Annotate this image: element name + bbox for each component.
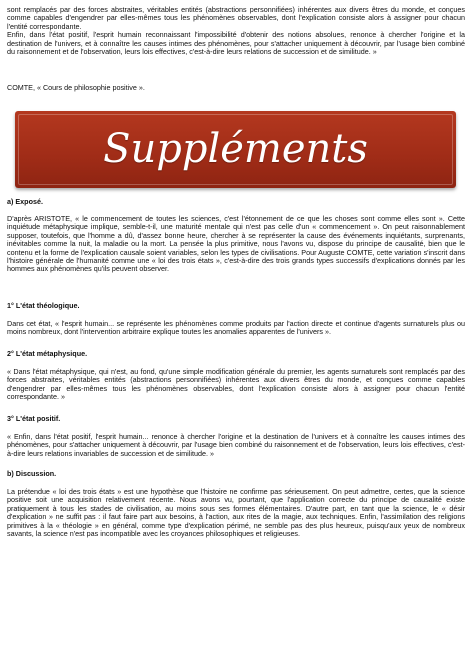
section-heading-expose: a) Exposé.: [7, 197, 43, 206]
citation: [7, 84, 465, 92]
intro-section: [7, 6, 465, 56]
intro-paragraph-1: sont remplacés par des forces abstraites, véritables entités (abstractions personnifiées) inhérentes aux divers êtres du monde, et conçues comme capables d'engendrer par elles-mêmes tous les phénomènes observables, dont l'explication consiste alors à assigner pour chacun l'entité correspondante.: [7, 5, 465, 31]
expose-heading-block: [7, 198, 465, 206]
metaphysique-heading-block: [7, 350, 465, 358]
theologique-heading-block: [7, 302, 465, 310]
section-heading-theologique: 1° L'état théologique.: [7, 301, 80, 310]
expose-paragraph: D'après ARISTOTE, « le commencement de toutes les sciences, c'est l'étonnement de ce que les choses sont comme elles sont ». Cette inquiétude métaphysique implique, semble-t-il, une maturité mentale qui n'est pas celle d'un « commencement ». On peut raisonnablement supposer, toutefois, que l'homme a dû, d'assez bonne heure, chercher à se représenter la cause des événements inquiétants, surprenants, inévitables comme la nuit, la maladie ou la mort. La pensée la plus primitive, nous l'avons vu, dispose du principe de causalité, bien que le contenu et la forme de l'explication causale soient variables, selon les types de civilisations. Pour Auguste COMTE, cette variation s'inscrit dans l'histoire générale de l'humanité comme une « loi des trois états », c'est-à-dire des trois grands types successifs d'explications donnés par les hommes aux phénomènes qu'ils peuvent observer.: [7, 214, 465, 274]
section-heading-discussion: b) Discussion.: [7, 469, 57, 478]
metaphysique-section: [7, 368, 465, 402]
metaphysique-paragraph: « Dans l'état métaphysique, qui n'est, au fond, qu'une simple modification générale du premier, les agents surnaturels sont remplacés par des forces abstraites, véritables entités (abstractions personnifiées) inhérentes aux divers êtres du monde, et conçues comme capables d'engendrer par elles-mêmes tous les phénomènes observables, dont l'explication consiste alors à assigner pour chacun l'entité correspondante. »: [7, 367, 465, 402]
theologique-section: [7, 320, 465, 337]
theologique-paragraph: Dans cet état, « l'esprit humain... se représente les phénomènes comme produits par l'action directe et continue d'agents surnaturels plus ou moins nombreux, dont l'intervention arbitraire explique toutes les anomalies apparentes de l'univers ».: [7, 319, 465, 337]
positif-heading-block: [7, 415, 465, 423]
discussion-paragraph: La prétendue « loi des trois états » est une hypothèse que l'histoire ne confirme pas sérieusement. On peut admettre, certes, que la science positive soit une acquisition relativement récente. Nous avons vu, pourtant, que l'application correcte du principe de causalité existe pratiquement à tous les stades de civilisation, au moins sous ses formes élémentaires. D'autre part, en tant que la science, le « désir d'explication » ne suffit pas : il faut faire part aux besoins, à l'action, aux rites de la magie, aux techniques. Enfin, l'assimilation des religions primitives à la « théologie » en général, comme type d'explication périmé, ne semble pas des plus heureux, puisqu'aux yeux de nombreux savants, la science n'est pas incompatible avec les croyances philosophiques et religieuses.: [7, 487, 465, 539]
banner-title: Suppléments: [103, 126, 368, 172]
positif-paragraph: « Enfin, dans l'état positif, l'esprit humain... renonce à chercher l'origine et la destination de l'univers et à connaître les causes intimes des phénomènes, pour s'attacher uniquement à découvrir, par l'usage bien combiné du raisonnement et de l'observation, leurs lois effectives, c'est-à-dire leurs relations invariables de succession et de similitude. »: [7, 432, 465, 458]
positif-section: [7, 433, 465, 458]
supplements-banner: [15, 111, 456, 188]
section-heading-positif: 3° L'état positif.: [7, 414, 61, 423]
discussion-heading-block: [7, 470, 465, 478]
section-heading-metaphysique: 2° L'état métaphysique.: [7, 349, 88, 358]
expose-section: [7, 215, 465, 274]
intro-paragraph-2: Enfin, dans l'état positif, l'esprit humain reconnaissant l'impossibilité d'obtenir des notions absolues, renonce à chercher l'origine et la destination de l'univers, et à connaître les causes intimes des phénomènes, pour s'attacher uniquement à découvrir, par l'usage bien combiné du raisonnement et de l'observation, leurs lois effectives, c'est-à-dire leurs relations de succession et de similitude. »: [7, 30, 465, 57]
discussion-section: [7, 488, 465, 538]
citation-text: COMTE, « Cours de philosophie positive ».: [7, 83, 145, 92]
